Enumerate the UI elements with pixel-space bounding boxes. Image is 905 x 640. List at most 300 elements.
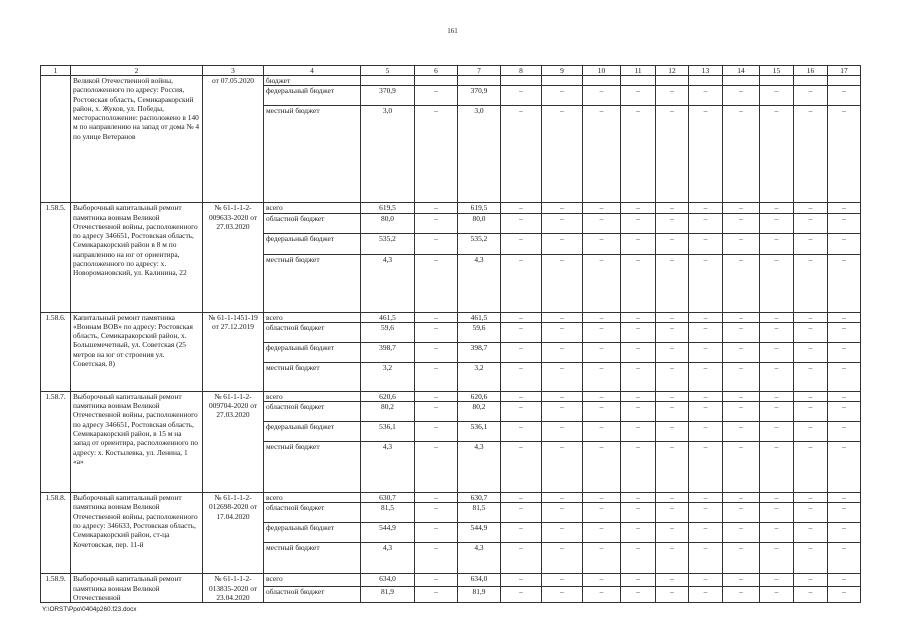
value-cell: – [689, 342, 723, 362]
budget-table [40, 65, 861, 603]
budget-source: всего [264, 203, 361, 213]
value-cell: – [794, 422, 828, 442]
value-cell: – [542, 86, 583, 106]
value-cell: – [656, 312, 689, 322]
value-cell: – [621, 442, 656, 493]
value-cell: – [723, 86, 760, 106]
value-cell: – [501, 342, 542, 362]
value-cell: – [828, 254, 861, 312]
value-cell: – [723, 233, 760, 254]
value-cell: – [621, 362, 656, 391]
value-cell: – [760, 442, 794, 493]
value-cell: – [542, 422, 583, 442]
value-cell: – [760, 106, 794, 203]
value-cell: – [689, 574, 723, 586]
value-cell: – [828, 213, 861, 233]
value-v7: 4,3 [458, 442, 501, 493]
value-cell: – [689, 391, 723, 401]
value-cell: – [828, 402, 861, 422]
value-cell: – [723, 442, 760, 493]
value-cell [583, 76, 621, 86]
value-cell: – [501, 523, 542, 543]
value-v6 [415, 76, 458, 86]
value-v5: 81,5 [361, 503, 415, 523]
value-cell: – [501, 322, 542, 342]
value-v7: 536,1 [458, 422, 501, 442]
value-cell: – [542, 442, 583, 493]
value-v7: 59,6 [458, 322, 501, 342]
value-v5: 4,3 [361, 543, 415, 574]
value-cell: – [542, 342, 583, 362]
value-cell: – [542, 254, 583, 312]
row-number: 1.58.9. [41, 574, 71, 603]
value-cell: – [723, 586, 760, 603]
value-cell: – [656, 391, 689, 401]
value-v5: 630,7 [361, 493, 415, 503]
value-cell: – [621, 254, 656, 312]
column-header: 11 [621, 66, 656, 76]
value-v5: 620,6 [361, 391, 415, 401]
value-cell: – [583, 86, 621, 106]
value-cell: – [501, 312, 542, 322]
value-cell: – [656, 422, 689, 442]
value-cell: – [723, 402, 760, 422]
value-cell: – [760, 312, 794, 322]
column-header: 16 [794, 66, 828, 76]
value-cell: – [723, 362, 760, 391]
value-cell: – [794, 233, 828, 254]
value-cell: – [828, 322, 861, 342]
value-cell: – [760, 233, 794, 254]
column-header: 12 [656, 66, 689, 76]
row-number: 1.58.8. [41, 493, 71, 574]
value-cell: – [760, 86, 794, 106]
value-cell: – [828, 523, 861, 543]
value-cell: – [621, 312, 656, 322]
value-cell: – [794, 213, 828, 233]
value-cell: – [794, 362, 828, 391]
document-number: № 61-1-1451-19 от 27.12.2019 [203, 312, 264, 391]
value-cell: – [828, 203, 861, 213]
value-v7: 370,9 [458, 86, 501, 106]
budget-source: всего [264, 391, 361, 401]
value-cell: – [542, 203, 583, 213]
value-v5 [361, 76, 415, 86]
value-cell: – [542, 493, 583, 503]
value-cell: – [760, 203, 794, 213]
value-cell: – [583, 586, 621, 603]
value-cell: – [621, 322, 656, 342]
value-cell: – [723, 322, 760, 342]
value-v5: 461,5 [361, 312, 415, 322]
value-cell: – [760, 422, 794, 442]
value-cell: – [501, 402, 542, 422]
value-cell: – [501, 543, 542, 574]
value-cell: – [583, 362, 621, 391]
value-cell: – [542, 503, 583, 523]
value-v6: – [415, 493, 458, 503]
value-cell: – [542, 402, 583, 422]
value-v5: 4,3 [361, 254, 415, 312]
page-number: 161 [447, 27, 458, 35]
value-cell: – [583, 391, 621, 401]
value-cell: – [656, 493, 689, 503]
object-name: Великой Отечественной войны, расположенного по адресу: Россия, Ростовская область, Семикаракорский район, х. Жуков, ул. Победы, месторасположение: расположено в 140 м по направлению на запад от дома № 4 по улице Ветеранов [71, 76, 203, 203]
value-cell: – [656, 543, 689, 574]
table-row [41, 574, 861, 586]
value-cell [542, 76, 583, 86]
value-cell: – [723, 543, 760, 574]
value-cell: – [723, 574, 760, 586]
value-cell: – [794, 523, 828, 543]
value-cell: – [828, 442, 861, 493]
value-cell: – [656, 523, 689, 543]
value-v6: – [415, 402, 458, 422]
value-cell: – [621, 391, 656, 401]
column-header: 10 [583, 66, 621, 76]
value-cell: – [689, 106, 723, 203]
value-cell: – [501, 362, 542, 391]
value-cell: – [656, 86, 689, 106]
value-cell: – [760, 322, 794, 342]
header-row [41, 66, 861, 76]
document-number: № 61-1-1-2-009704-2020 от 27.03.2020 [203, 391, 264, 492]
value-cell: – [583, 203, 621, 213]
column-header: 15 [760, 66, 794, 76]
budget-source: областной бюджет [264, 213, 361, 233]
value-cell: – [828, 342, 861, 362]
value-cell: – [656, 342, 689, 362]
value-cell: – [542, 523, 583, 543]
value-v7: 81,5 [458, 503, 501, 523]
budget-source: областной бюджет [264, 402, 361, 422]
value-cell: – [794, 574, 828, 586]
value-cell: – [656, 106, 689, 203]
object-name: Выборочный капитальный ремонт памятника воинам Великой Отечественной войны, расположенного по адресу 346651, Ростовская область, Семикаракорский район в 8 м по направлению на юг от ориентира, расположенного по адресу: х. Новоромановский, ул. Калинина, 22 [71, 203, 203, 312]
value-cell: – [501, 574, 542, 586]
budget-source: всего [264, 493, 361, 503]
value-cell: – [583, 574, 621, 586]
value-v7: 461,5 [458, 312, 501, 322]
value-cell: – [828, 312, 861, 322]
value-cell: – [760, 574, 794, 586]
value-cell: – [794, 106, 828, 203]
budget-source: федеральный бюджет [264, 342, 361, 362]
value-cell [501, 76, 542, 86]
value-cell: – [542, 391, 583, 401]
value-cell: – [621, 342, 656, 362]
value-cell: – [583, 213, 621, 233]
value-cell: – [689, 213, 723, 233]
value-cell: – [583, 312, 621, 322]
value-v6: – [415, 574, 458, 586]
value-cell: – [583, 233, 621, 254]
value-cell: – [583, 402, 621, 422]
value-cell: – [723, 422, 760, 442]
value-v5: 544,9 [361, 523, 415, 543]
value-v7: 80,0 [458, 213, 501, 233]
value-cell: – [583, 422, 621, 442]
table-body [41, 76, 861, 603]
value-cell: – [656, 322, 689, 342]
row-number [41, 76, 71, 203]
value-v6: – [415, 362, 458, 391]
value-cell: – [828, 106, 861, 203]
value-cell: – [689, 362, 723, 391]
value-cell: – [656, 442, 689, 493]
value-cell: – [621, 106, 656, 203]
value-v5: 59,6 [361, 322, 415, 342]
value-cell: – [501, 391, 542, 401]
value-cell: – [542, 322, 583, 342]
row-number: 1.58.7. [41, 391, 71, 492]
value-cell: – [542, 106, 583, 203]
value-cell: – [794, 543, 828, 574]
value-cell: – [689, 503, 723, 523]
value-v5: 4,3 [361, 442, 415, 493]
value-cell: – [689, 422, 723, 442]
value-cell: – [723, 342, 760, 362]
budget-source: федеральный бюджет [264, 422, 361, 442]
budget-source: областной бюджет [264, 503, 361, 523]
document-number: от 07.05.2020 [203, 76, 264, 203]
column-header: 14 [723, 66, 760, 76]
value-v6: – [415, 442, 458, 493]
value-cell [689, 76, 723, 86]
value-cell [828, 76, 861, 86]
value-cell: – [689, 322, 723, 342]
value-v7 [458, 76, 501, 86]
value-cell: – [723, 503, 760, 523]
value-cell: – [501, 213, 542, 233]
value-cell: – [794, 312, 828, 322]
value-cell: – [583, 503, 621, 523]
value-v5: 80,0 [361, 213, 415, 233]
object-name: Выборочный капитальный ремонт памятника воинам Великой Отечественной войны, расположенного по адресу 346651, Ростовская область, Семикаракорский район, в 15 м на запад от ориентира, расположенного по адресу: х. Костылевка, ул. Ленина, 1 «а» [71, 391, 203, 492]
value-cell: – [689, 493, 723, 503]
value-cell: – [583, 342, 621, 362]
value-v7: 3,2 [458, 362, 501, 391]
value-v7: 398,7 [458, 342, 501, 362]
value-cell: – [828, 574, 861, 586]
value-v7: 620,6 [458, 391, 501, 401]
value-v5: 80,2 [361, 402, 415, 422]
value-cell: – [621, 574, 656, 586]
value-cell: – [501, 233, 542, 254]
budget-source: всего [264, 574, 361, 586]
object-name: Выборочный капитальный ремонт памятника воинам Великой Отечественной [71, 574, 203, 603]
value-v5: 634,0 [361, 574, 415, 586]
value-v7: 4,3 [458, 543, 501, 574]
value-v5: 370,9 [361, 86, 415, 106]
value-v5: 3,2 [361, 362, 415, 391]
budget-source: областной бюджет [264, 322, 361, 342]
value-cell: – [583, 493, 621, 503]
budget-source: местный бюджет [264, 254, 361, 312]
value-cell: – [501, 493, 542, 503]
value-cell: – [501, 503, 542, 523]
value-v6: – [415, 233, 458, 254]
value-cell: – [760, 586, 794, 603]
value-cell: – [760, 254, 794, 312]
column-header: 7 [458, 66, 501, 76]
footer-path: Y:\ORST\Ppo\0404p260.f23.docx [42, 606, 137, 613]
value-v7: 3,0 [458, 106, 501, 203]
value-cell: – [501, 254, 542, 312]
column-header: 8 [501, 66, 542, 76]
value-v6: – [415, 523, 458, 543]
value-v6: – [415, 422, 458, 442]
value-cell: – [542, 543, 583, 574]
value-cell: – [723, 213, 760, 233]
value-cell: – [656, 574, 689, 586]
budget-source: федеральный бюджет [264, 523, 361, 543]
value-v7: 619,5 [458, 203, 501, 213]
value-cell: – [542, 312, 583, 322]
row-number: 1.58.5. [41, 203, 71, 312]
value-cell: – [501, 442, 542, 493]
value-cell: – [583, 254, 621, 312]
value-cell: – [760, 523, 794, 543]
value-cell: – [621, 402, 656, 422]
value-cell: – [828, 391, 861, 401]
value-cell: – [501, 203, 542, 213]
value-cell: – [723, 254, 760, 312]
value-cell: – [689, 586, 723, 603]
value-v5: 81,9 [361, 586, 415, 603]
value-cell: – [723, 312, 760, 322]
value-cell [760, 76, 794, 86]
value-v5: 3,0 [361, 106, 415, 203]
value-cell: – [542, 362, 583, 391]
value-cell: – [583, 543, 621, 574]
value-cell: – [760, 543, 794, 574]
value-cell: – [621, 86, 656, 106]
value-cell: – [828, 86, 861, 106]
value-v7: 630,7 [458, 493, 501, 503]
value-cell: – [689, 86, 723, 106]
value-cell: – [656, 203, 689, 213]
value-v6: – [415, 503, 458, 523]
value-cell: – [828, 493, 861, 503]
value-cell: – [760, 213, 794, 233]
value-cell: – [656, 586, 689, 603]
value-cell [723, 76, 760, 86]
value-v7: 4,3 [458, 254, 501, 312]
column-header: 4 [264, 66, 361, 76]
value-cell: – [828, 543, 861, 574]
value-cell: – [656, 402, 689, 422]
value-cell: – [794, 342, 828, 362]
value-v7: 535,2 [458, 233, 501, 254]
value-cell: – [542, 233, 583, 254]
value-v6: – [415, 312, 458, 322]
table-row [41, 312, 861, 322]
value-cell: – [501, 586, 542, 603]
value-v6: – [415, 86, 458, 106]
value-v7: 544,9 [458, 523, 501, 543]
value-cell: – [656, 362, 689, 391]
value-cell: – [760, 391, 794, 401]
value-cell: – [794, 493, 828, 503]
value-cell: – [689, 523, 723, 543]
value-v7: 634,0 [458, 574, 501, 586]
value-cell: – [542, 586, 583, 603]
value-cell: – [621, 543, 656, 574]
table-row [41, 203, 861, 213]
value-cell: – [794, 203, 828, 213]
value-cell: – [794, 442, 828, 493]
value-cell: – [723, 203, 760, 213]
value-cell: – [689, 254, 723, 312]
value-cell: – [689, 442, 723, 493]
value-cell: – [760, 402, 794, 422]
budget-source: местный бюджет [264, 442, 361, 493]
budget-source: федеральный бюджет [264, 233, 361, 254]
value-cell: – [621, 503, 656, 523]
value-v7: 80,2 [458, 402, 501, 422]
document-number: № 61-1-1-2-012698-2020 от 17.04.2020 [203, 493, 264, 574]
value-cell: – [689, 312, 723, 322]
value-cell: – [760, 342, 794, 362]
value-cell: – [621, 493, 656, 503]
value-cell: – [723, 493, 760, 503]
value-cell: – [621, 586, 656, 603]
table-row [41, 493, 861, 503]
budget-source: местный бюджет [264, 362, 361, 391]
value-cell: – [501, 422, 542, 442]
row-number: 1.58.6. [41, 312, 71, 391]
column-header: 3 [203, 66, 264, 76]
value-cell: – [760, 493, 794, 503]
object-name: Капитальный ремонт памятника «Воинам ВОВ» по адресу: Ростовская область, Семикаракорский район, х. Большемечетный, ул. Советская (25 метров на юг от строения ул. Советская, 8) [71, 312, 203, 391]
budget-source: местный бюджет [264, 543, 361, 574]
value-v6: – [415, 254, 458, 312]
budget-source: всего [264, 312, 361, 322]
value-cell: – [760, 362, 794, 391]
value-v6: – [415, 391, 458, 401]
budget-source: бюджет [264, 76, 361, 86]
value-cell: – [828, 586, 861, 603]
value-cell: – [583, 442, 621, 493]
column-header: 13 [689, 66, 723, 76]
value-cell [656, 76, 689, 86]
value-v5: 619,5 [361, 203, 415, 213]
value-v6: – [415, 213, 458, 233]
column-header: 2 [71, 66, 203, 76]
value-cell: – [501, 106, 542, 203]
budget-source: федеральный бюджет [264, 86, 361, 106]
value-v6: – [415, 203, 458, 213]
value-cell: – [621, 233, 656, 254]
value-cell: – [723, 106, 760, 203]
budget-source: областной бюджет [264, 586, 361, 603]
value-v6: – [415, 322, 458, 342]
value-cell: – [794, 503, 828, 523]
value-cell: – [828, 503, 861, 523]
value-cell: – [794, 586, 828, 603]
table-row [41, 391, 861, 401]
value-v7: 81,9 [458, 586, 501, 603]
column-header: 5 [361, 66, 415, 76]
value-cell: – [794, 402, 828, 422]
column-header: 17 [828, 66, 861, 76]
budget-source: местный бюджет [264, 106, 361, 203]
column-header: 1 [41, 66, 71, 76]
column-header: 6 [415, 66, 458, 76]
value-cell: – [689, 203, 723, 213]
value-cell [621, 76, 656, 86]
